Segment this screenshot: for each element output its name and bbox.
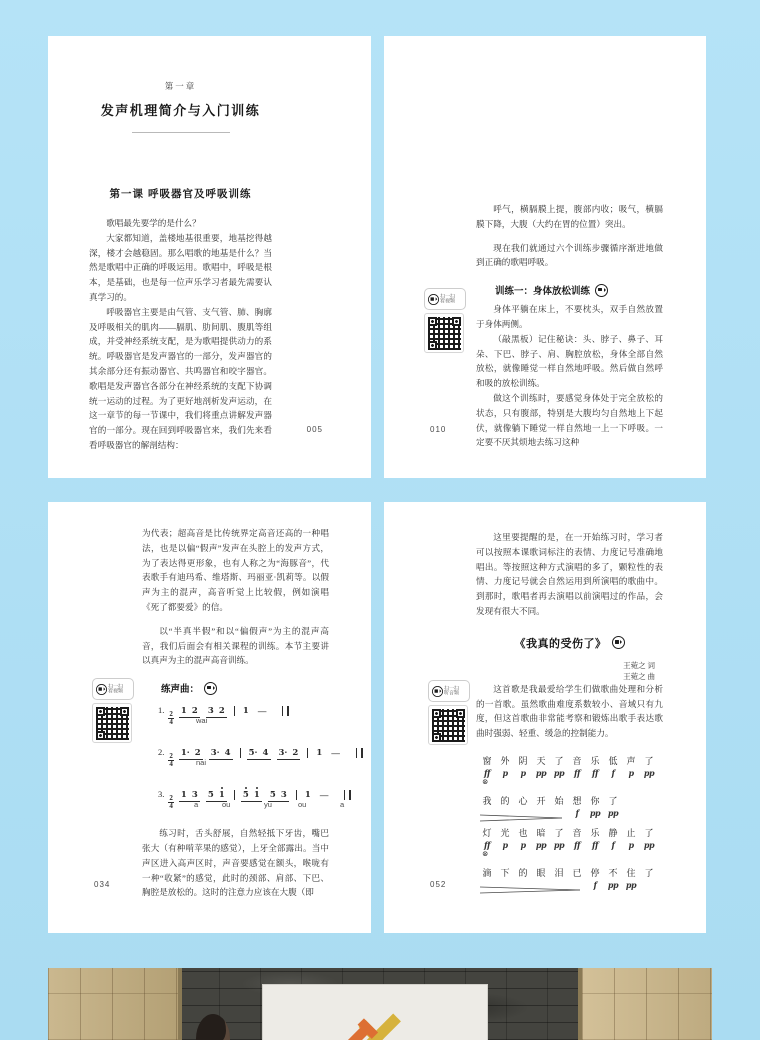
video-icon [595, 284, 608, 297]
paragraph: 呼气，横膈膜上提，腹部内收；吸气，横膈膜下降，大腹（大约在胃的位置）突出。 [476, 204, 663, 229]
paragraph: 为代表；超高音是比传统界定高音还高的一种唱法，也是以偏“假声”发声在头腔上的发声方式，为了表达得更形象，也有人称之为“海豚音”，代表歌手有迪玛希、维塔斯、玛丽亚·凯莉等。以假声为主的混声，高音听觉上比较假，例如演唱《死了都要爱》的信。 [142, 528, 329, 612]
training-heading [476, 283, 663, 297]
chapter-title: 发声机理简介与入门训练 [100, 103, 261, 118]
qr-label: 扫一扫 看视频 [108, 683, 123, 694]
video-icon [432, 685, 443, 696]
chapter-label: 第一章 [164, 81, 197, 91]
brand-logo [338, 1009, 412, 1040]
paragraph: 现在我们就通过六个训练步骤循序渐进地做到正确的歌唱呼吸。 [476, 242, 663, 268]
video-icon [612, 636, 625, 649]
white-backdrop-board [262, 984, 488, 1040]
lyric-line: 我 的 心 开 始 想 你 了 f pp pp [478, 794, 663, 818]
vocal-exercise-line: 2. $\frac{2}{4}$ 1· 2 3· 4 5· 4 3· 2 1 — nai [158, 742, 329, 773]
song-title: 《我真的受伤了》 [476, 635, 663, 651]
lyric-line: 灯 光 也 暗 了 音 乐 静 止 了 ff p p pp pp ff ff f p pp ⊗ [478, 826, 663, 858]
qr-code [96, 707, 129, 740]
qr-badge [428, 680, 470, 702]
paragraph: 歌唱最先要学的是什么？ [106, 218, 201, 228]
lesson-title: 第一课 呼吸器官及呼吸训练 [109, 188, 252, 200]
qr-label: 扫一扫 听音频 [444, 685, 459, 696]
book-page-034 [48, 502, 371, 933]
niente-circle: ⊗ [482, 848, 489, 858]
paragraph: 这首歌是我最爱给学生们做歌曲处理和分析的一首歌。虽然歌曲难度系数较小、音域只有九度，但这首歌曲非常能考察和锻炼出歌手表达歌曲时强弱、轻重、缓急的控制能力。 [476, 683, 663, 739]
exercise-heading [142, 681, 329, 695]
qr-badge [92, 678, 134, 700]
paragraph: 这里要提醒的是，在一开始练习时，学习者可以按照本课歌词标注的表情、力度记号准确地唱出。等按照这种方式演唱的多了，颗粒性的表情、力度记号就会自然运用到所演唱的歌曲中。到那时，歌唱者再去演唱以前演唱过的作品，会发现有很大不同。 [476, 532, 663, 616]
exercise-syllables: a ou yu ou a [194, 800, 345, 810]
chapter-divider [132, 132, 230, 133]
paragraph: 练习时，舌头舒展，自然轻抵下牙齿，嘴巴张大（有种啃苹果的感觉），上牙全部露出。当中声区进入高声区时，声音要感觉在额头，喉咙有一种“收紧”的感觉，此时的颈部、肩部、下巴、胸腔是放松的。这时的注意力应该在大腹（即 [142, 828, 329, 898]
book-page-005 [48, 36, 371, 478]
stone-wall-left [48, 968, 182, 1040]
exercise-syllables: nai [196, 758, 207, 768]
page-number: 052 [430, 880, 447, 889]
lyricist-credit: 王菀之 词 [623, 660, 655, 670]
paragraph: 大家都知道，盖楼地基很重要，地基挖得越深，楼才会越稳固。那么唱歌的地基是什么？当然是歌唱中正确的呼吸运用。歌唱中，呼吸是根本，是基础，也是每一位声乐学习者最先需要认真学习的。 [89, 232, 272, 302]
book-page-052 [384, 502, 706, 933]
page-number: 034 [94, 880, 111, 889]
song-credits [476, 660, 663, 682]
song-lyrics [478, 754, 663, 890]
page-number: 005 [306, 425, 323, 434]
paragraph: 身体平躺在床上，不要枕头，双手自然放置于身体两侧。 [476, 304, 663, 329]
exercise-syllables: wai [196, 716, 208, 726]
exercise-heading-label: 练声曲： [161, 684, 200, 696]
page-number: 010 [430, 425, 447, 434]
qr-label: 扫一扫 看视频 [440, 293, 455, 304]
paragraph: 以“半真半假”和以“偏假声”为主的混声高音，我们后面会有相关课程的训练。本节主要讲以真声为主的混声高音训练。 [142, 625, 329, 666]
stage-photo [48, 968, 712, 1040]
training-heading-label: 训练一：身体放松训练 [495, 286, 591, 298]
vocal-exercise-line: 1. $\frac{2}{4}$ 1 2 3 2 1 — wai [158, 700, 329, 731]
video-icon [428, 293, 439, 304]
qr-block [92, 678, 142, 743]
vocal-exercise-line: 3. $\frac{2}{4}$ 1 3 5 1 5 1 5 3 1 — a ou yu ou a [158, 784, 329, 815]
video-icon [204, 682, 217, 695]
stone-wall-right [578, 968, 712, 1040]
qr-code [428, 317, 461, 350]
vocal-exercises [158, 700, 345, 815]
paragraph: 呼吸器官主要是由气管、支气管、肺、胸廓及呼吸相关的肌肉——膈肌、肋间肌、腹肌等组成，并受神经系统支配，是为歌唱提供动力的系统。呼吸器官是发声器官的一部分，发声器官的其余部分还有振动器官、共鸣器官和咬字器官。歌唱是发声器官各部分在神经系统的支配下协调统一运动的过程。为了更好地剖析发声运动，在这一章节的每一节课中，我们将重点讲解发声器官的一部分。现在回到呼吸器官来，我们先来看看呼吸器官的解剖结构： [89, 306, 272, 450]
lyric-line: 滴 下 的 眼 泪 已 停 不 住 了 f pp pp [478, 866, 663, 890]
qr-block [428, 680, 478, 745]
paragraph: 做这个训练时，要感觉身体处于完全放松的状态，只有腹部，特别是大腹均匀自然地上下起伏，就像躺下睡觉一样自然地一上一下呼吸。一定要不厌其烦地去练习这种 [476, 392, 663, 448]
lyric-line: 窗 外 阴 天 了 音 乐 低 声 了 ff p p pp pp ff ff f p pp ⊗ [478, 754, 663, 786]
book-page-010 [384, 36, 706, 478]
body-text [476, 530, 663, 898]
composer-credit: 王菀之 曲 [623, 671, 655, 681]
chapter-heading [89, 80, 272, 133]
niente-circle: ⊗ [482, 776, 489, 786]
paragraph: （敲黑板）记住秘诀：头、脖子、鼻子、耳朵、下巴、脖子、肩、胸腔放松，身体全部自然放松，就像睡觉一样自然地呼吸。然后做自然呼和吸的放松训练。 [476, 333, 663, 389]
body-text [89, 216, 272, 453]
video-icon [96, 683, 107, 694]
qr-badge [424, 288, 466, 310]
body-text [476, 202, 663, 450]
body-text [142, 526, 345, 900]
qr-block [424, 288, 474, 353]
qr-code [432, 709, 465, 742]
